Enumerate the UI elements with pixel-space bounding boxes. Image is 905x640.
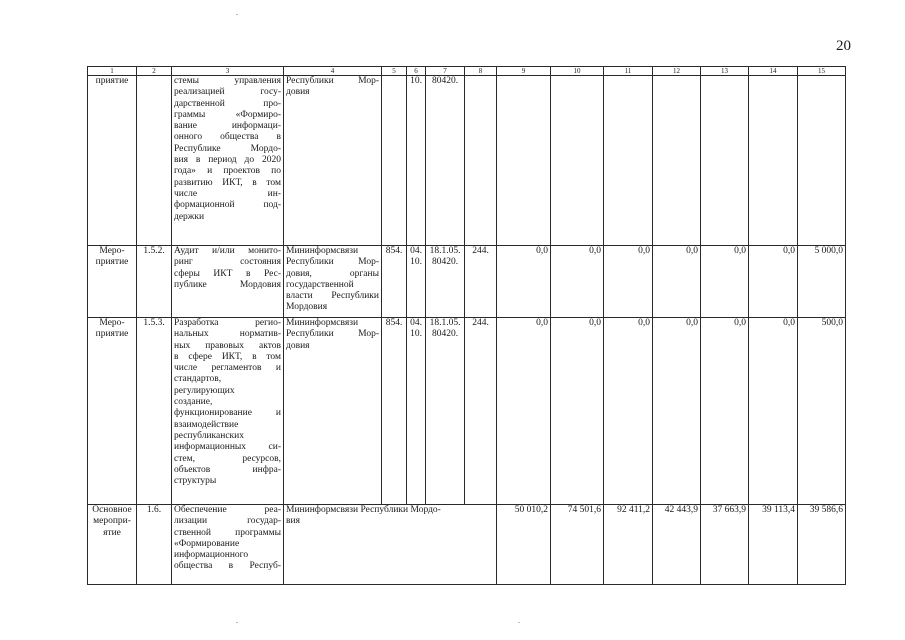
activity-name-cell-line: реализацией госу-: [174, 87, 281, 98]
executor-cell: [284, 505, 497, 585]
activity-name-cell: [172, 246, 284, 318]
activity-name-cell-line: информационного: [174, 550, 249, 561]
column-header: 2: [137, 67, 172, 76]
activity-name-cell-line: граммы «Формиро-: [174, 109, 281, 120]
activity-type-cell-line: ятие: [103, 527, 121, 538]
activity-name-cell-line: онного общества в: [174, 132, 281, 143]
activity-name-cell-line: стандартов,: [174, 374, 222, 385]
activity-name-cell-line: ных правовых актов: [174, 340, 281, 351]
activity-type-cell-line: Меро-: [99, 246, 125, 256]
year-value-cell: 0,0: [497, 246, 551, 318]
year-value-cell: 0,0: [749, 246, 798, 318]
year-value-cell: 0,0: [653, 246, 701, 318]
activity-name-cell: [172, 76, 284, 246]
section-cell: [407, 246, 426, 318]
column-header: 8: [465, 67, 497, 76]
activity-name-cell-line: Обеспечение реа-: [174, 505, 281, 515]
section-cell-line: 04.: [410, 246, 422, 256]
year-value-cell: [551, 76, 604, 246]
activity-name-cell-line: Разработка регио-: [174, 318, 281, 328]
executor-cell-line: довия, органы: [286, 268, 379, 279]
target-article-cell-line: 18.1.05.: [429, 246, 461, 256]
year-value-cell: [604, 76, 653, 246]
activity-name-cell-line: республиканских: [174, 430, 244, 441]
activity-name-cell-line: информационных си-: [174, 442, 281, 453]
year-value-cell: [653, 76, 701, 246]
year-value-cell: [497, 76, 551, 246]
target-article-cell: [426, 246, 465, 318]
activity-name-cell-line: лизации государ-: [174, 516, 281, 527]
activity-name-cell-line: структуры: [174, 476, 217, 487]
target-article-cell-line: 80420.: [431, 76, 459, 86]
activity-name-cell-line: числе ин-: [174, 188, 281, 199]
year-value-cell: [749, 76, 798, 246]
year-value-cell: 39 586,6: [798, 505, 846, 585]
column-header: 1: [88, 67, 137, 76]
activity-name-cell-line: стем, ресурсов,: [174, 453, 281, 464]
year-value-cell: 0,0: [701, 246, 749, 318]
section-cell-line: 10.: [410, 329, 422, 340]
activity-type-cell-line: меропри-: [93, 516, 131, 527]
executor-cell: [284, 246, 382, 318]
table-row: [88, 246, 846, 318]
section-cell-line: 10.: [410, 76, 422, 86]
executor-cell-line: Республики Мор-: [286, 257, 379, 268]
activity-number-cell: 1.5.2.: [137, 246, 172, 318]
activity-type-cell: [88, 246, 137, 318]
year-value-cell: 50 010,2: [497, 505, 551, 585]
activity-name-cell-line: взаимодействие: [174, 419, 239, 430]
grbs-cell: 854.: [382, 246, 407, 318]
activity-name-cell: [172, 318, 284, 505]
executor-cell-line: Мининформсвязи Республики Мордо-: [286, 505, 441, 515]
executor-cell-line: Мининформсвязи: [286, 246, 359, 256]
executor-cell-line: довия: [286, 340, 310, 351]
header-row: [88, 67, 846, 76]
activity-name-cell-line: регулирующих: [174, 385, 235, 396]
executor-cell-line: Республики Мор-: [286, 329, 379, 340]
activity-name-cell: [172, 505, 284, 585]
activity-type-cell: [88, 318, 137, 505]
activity-name-cell-line: развитию ИКТ, в том: [174, 177, 281, 188]
executor-cell-line: государственной: [286, 279, 354, 290]
year-value-cell: 0,0: [749, 318, 798, 505]
activity-name-cell-line: ственной программы: [174, 527, 281, 538]
year-value-cell: 0,0: [497, 318, 551, 505]
year-value-cell: 0,0: [653, 318, 701, 505]
activity-type-cell-line: приятие: [95, 329, 129, 340]
expense-type-cell: 244.: [465, 318, 497, 505]
activity-name-cell-line: вия в период до 2020: [174, 155, 281, 166]
target-article-cell-line: 80420.: [431, 329, 459, 340]
grbs-cell: 854.: [382, 318, 407, 505]
executor-cell-line: вия: [286, 516, 300, 527]
activity-name-cell-line: Республике Мордо-: [174, 143, 281, 154]
year-value-cell: 92 411,2: [604, 505, 653, 585]
year-value-cell: [798, 76, 846, 246]
table-row: [88, 76, 846, 246]
activity-name-cell-line: числе регламентов и: [174, 363, 281, 374]
activity-number-cell: 1.5.3.: [137, 318, 172, 505]
target-article-cell-line: 18.1.05.: [429, 318, 461, 328]
column-header: 11: [604, 67, 653, 76]
executor-cell-line: власти Республики: [286, 291, 379, 302]
activity-name-cell-line: сферы ИКТ в Рес-: [174, 268, 281, 279]
year-value-cell: [701, 76, 749, 246]
column-header: 6: [407, 67, 426, 76]
activity-number-cell: [137, 76, 172, 246]
activity-name-cell-line: нальных норматив-: [174, 329, 281, 340]
activity-name-cell-line: общества в Респуб-: [174, 561, 281, 572]
activity-name-cell-line: года» и проектов по: [174, 166, 281, 177]
activity-name-cell-line: стемы управления: [174, 76, 281, 86]
year-value-cell: 500,0: [798, 318, 846, 505]
column-header: 5: [382, 67, 407, 76]
activity-number-cell: 1.6.: [137, 505, 172, 585]
activity-type-cell-line: приятие: [95, 257, 129, 268]
activity-name-cell-line: ринг состояния: [174, 257, 281, 268]
table-row: [88, 318, 846, 505]
executor-cell-line: Мининформсвязи: [286, 318, 359, 328]
column-header: 14: [749, 67, 798, 76]
activity-name-cell-line: функционирование и: [174, 408, 281, 419]
expense-type-cell: [465, 76, 497, 246]
activity-name-cell-line: дарственной про-: [174, 98, 281, 109]
activity-type-cell: [88, 76, 137, 246]
column-header: 3: [172, 67, 284, 76]
column-header: 12: [653, 67, 701, 76]
year-value-cell: 0,0: [551, 246, 604, 318]
activity-name-cell-line: публике Мордовия: [174, 279, 281, 290]
year-value-cell: 5 000,0: [798, 246, 846, 318]
activity-name-cell-line: создание,: [174, 397, 213, 408]
activity-type-cell-line: приятие: [95, 76, 129, 86]
column-header: 13: [701, 67, 749, 76]
activity-name-cell-line: объектов инфра-: [174, 464, 281, 475]
activity-name-cell-line: «Формирование: [174, 538, 240, 549]
year-value-cell: 0,0: [604, 318, 653, 505]
section-cell-line: 04.: [410, 318, 422, 328]
activity-type-cell-line: Основное: [92, 505, 132, 515]
target-article-cell: [426, 76, 465, 246]
section-cell-line: 10.: [410, 257, 422, 268]
activity-name-cell-line: Аудит и/или монито-: [174, 246, 281, 256]
activity-name-cell-line: в сфере ИКТ, в том: [174, 351, 281, 362]
table-row: [88, 505, 846, 585]
executor-cell-line: Мордовия: [286, 302, 328, 313]
budget-table: [87, 66, 846, 585]
year-value-cell: 37 663,9: [701, 505, 749, 585]
section-cell: [407, 76, 426, 246]
column-header: 7: [426, 67, 465, 76]
page-number: 20: [836, 38, 851, 54]
year-value-cell: 0,0: [604, 246, 653, 318]
column-header: 15: [798, 67, 846, 76]
executor-cell-line: Республики Мор-: [286, 76, 379, 86]
column-header: 10: [551, 67, 604, 76]
executor-cell-line: довия: [286, 87, 310, 98]
year-value-cell: 42 443,9: [653, 505, 701, 585]
year-value-cell: 0,0: [701, 318, 749, 505]
executor-cell: [284, 318, 382, 505]
target-article-cell: [426, 318, 465, 505]
activity-name-cell-line: держки: [174, 211, 205, 222]
column-header: 9: [497, 67, 551, 76]
year-value-cell: 74 501,6: [551, 505, 604, 585]
activity-name-cell-line: вание информаци-: [174, 121, 281, 132]
target-article-cell-line: 80420.: [431, 257, 459, 268]
executor-cell: [284, 76, 382, 246]
expense-type-cell: 244.: [465, 246, 497, 318]
column-header: 4: [284, 67, 382, 76]
grbs-cell: [382, 76, 407, 246]
activity-type-cell: [88, 505, 137, 585]
section-cell: [407, 318, 426, 505]
year-value-cell: 39 113,4: [749, 505, 798, 585]
year-value-cell: 0,0: [551, 318, 604, 505]
activity-type-cell-line: Меро-: [99, 318, 125, 328]
activity-name-cell-line: формационной под-: [174, 200, 281, 211]
